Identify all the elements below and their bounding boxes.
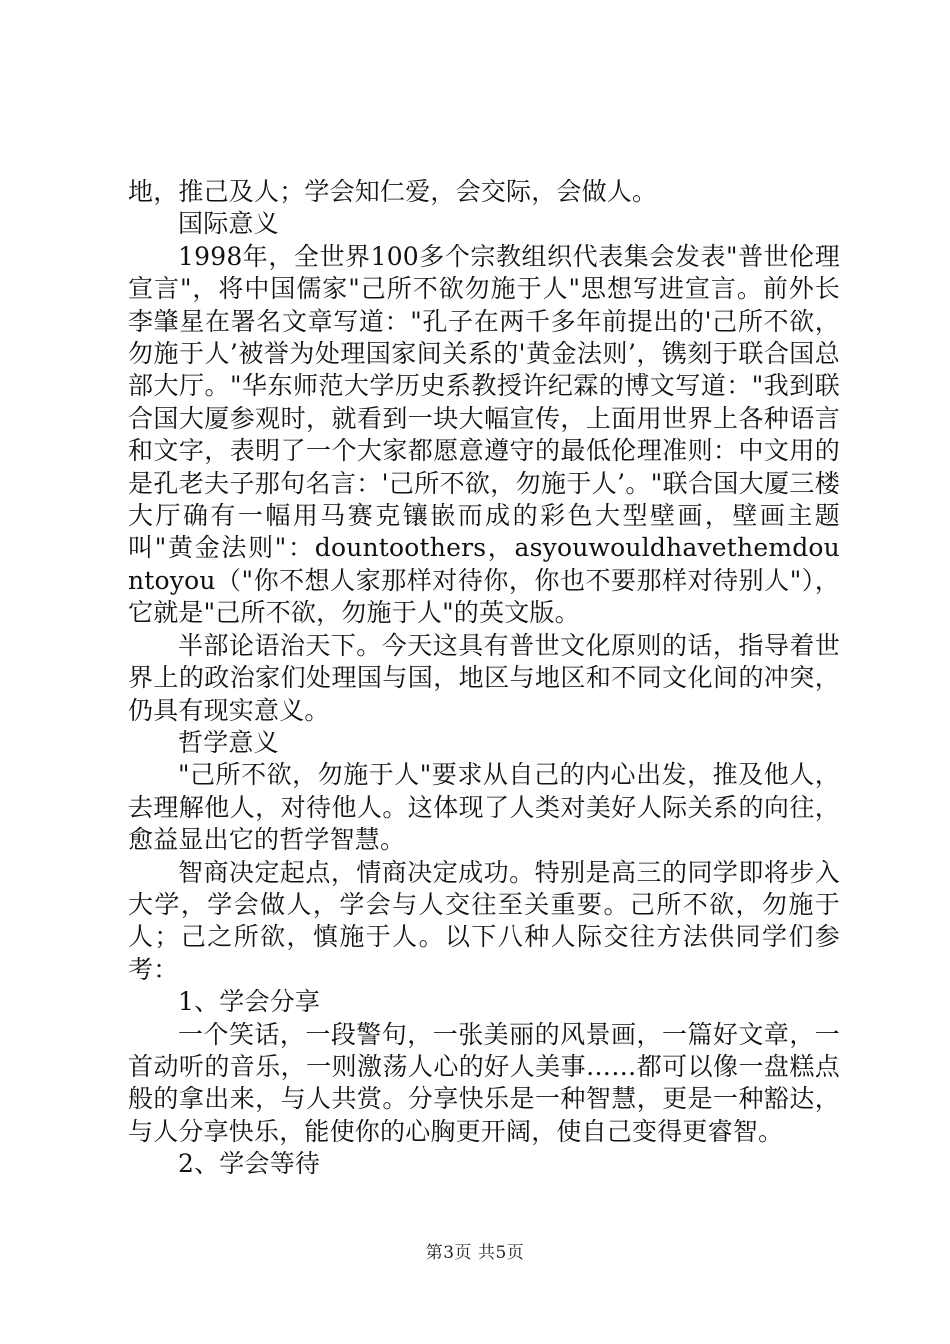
section-heading-philosophical-significance: 哲学意义 (178, 727, 279, 757)
paragraph-continuation: 地，推己及人；学会知仁爱，会交际，会做人。 (128, 177, 658, 206)
section-heading-international-significance: 国际意义 (178, 209, 279, 239)
page-footer: 第3页 共5页 (425, 1243, 525, 1263)
paragraph-eq-intro: 智商决定起点，情商决定成功。特别是高三的同学即将步入大学，学会做人，学会与人交往至关重要。己所不欲，勿施于人；己之所欲，慎施于人。以下八种人际交往方法供同学们参考： (128, 857, 840, 984)
paragraph-international-significance: 1998年，全世界100多个宗教组织代表集会发表"普世伦理宣言"，将中国儒家"己所不欲勿施于人"思想写进宣言。前外长李肇星在署名文章写道："孔子在两千多年前提出的'己所不欲，勿施于人’被誉为处理国家间关系的'黄金法则’，镌刻于联合国总部大厅。"华东师范大学历史系教授许纪霖的博文写道："我到联合国大厦参观时，就看到一块大幅宣传，上面用世界上各种语言和文字，表明了一个大家都愿意遵守的最低伦理准则：中文用的是孔老夫子那句名言：'己所不欲，勿施于人’。"联合国大厦三楼大厅确有一幅用马赛克镶嵌而成的彩色大型壁画，壁画主题叫"黄金法则"：dountoothers，asyouwouldhavethemdountoyou（"你不想人家那样对待你，你也不要那样对待别人"），它就是"己所不欲，勿施于人"的英文版。 (128, 241, 840, 628)
paragraph-philosophical-significance: "己所不欲，勿施于人"要求从自己的内心出发，推及他人，去理解他人，对待他人。这体现了人类对美好人际关系的向往，愈益显出它的哲学智慧。 (128, 760, 840, 855)
list-heading-learn-to-wait: 2、学会等待 (178, 1149, 321, 1179)
document-body (128, 176, 840, 1181)
paragraph-analects: 半部论语治天下。今天这具有普世文化原则的话，指导着世界上的政治家们处理国与国，地区与地区和不同文化间的冲突，仍具有现实意义。 (128, 630, 840, 725)
paragraph-learn-to-share: 一个笑话，一段警句，一张美丽的风景画，一篇好文章，一首动听的音乐，一则激荡人心的好人美事……都可以像一盘糕点般的拿出来，与人共赏。分享快乐是一种智慧，更是一种豁达，与人分享快乐，能使你的心胸更开阔，使自己变得更睿智。 (128, 1019, 840, 1146)
list-heading-learn-to-share: 1、学会分享 (178, 987, 321, 1017)
